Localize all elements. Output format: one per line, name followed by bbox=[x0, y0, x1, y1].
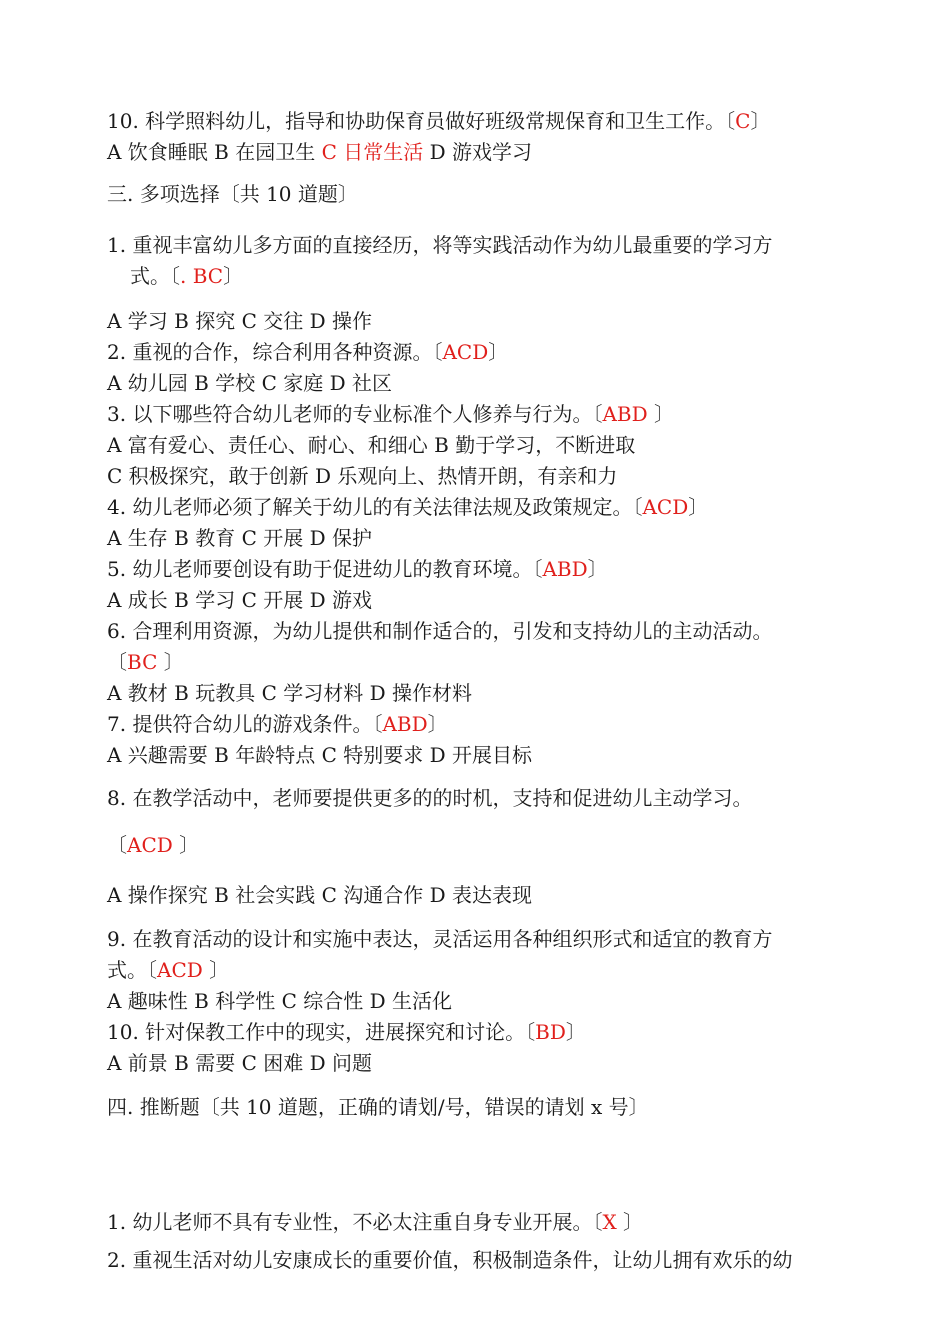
answer-mark: ABD bbox=[382, 712, 428, 736]
answer-option-highlight: C 日常生活 bbox=[321, 140, 424, 164]
mc-question-1-options: A 学习 B 探究 C 交往 D 操作 bbox=[107, 309, 372, 333]
answer-mark: X bbox=[602, 1210, 617, 1234]
answer-mark: ABD bbox=[542, 557, 588, 581]
answer-mark: BD bbox=[535, 1020, 566, 1044]
mc-question-1-stem: 1. 重视丰富幼儿多方面的直接经历，将等实践活动作为幼儿最重要的学习方 bbox=[107, 233, 773, 257]
mc-question-5-stem: 5. 幼儿老师要创设有助于促进幼儿的教育环境。〔ABD〕 bbox=[107, 557, 608, 581]
answer-mark: BC bbox=[127, 650, 158, 674]
mc-question-10-stem: 10. 针对保教工作中的现实，进展探究和讨论。〔BD〕 bbox=[107, 1020, 586, 1044]
mc-question-6-stem: 6. 合理利用资源，为幼儿提供和制作适合的，引发和支持幼儿的主动活动。 bbox=[107, 619, 773, 643]
mc-question-2-stem: 2. 重视的合作，综合利用各种资源。〔ACD〕 bbox=[107, 340, 509, 364]
mc-question-2-options: A 幼儿园 B 学校 C 家庭 D 社区 bbox=[107, 371, 392, 395]
answer-mark: ABD bbox=[602, 402, 648, 426]
mc-question-8-answer: 〔ACD 〕 bbox=[107, 833, 200, 857]
mc-question-7-options: A 兴趣需要 B 年龄特点 C 特别要求 D 开展目标 bbox=[107, 743, 532, 767]
mc-question-9-options: A 趣味性 B 科学性 C 综合性 D 生活化 bbox=[107, 989, 452, 1013]
mc-question-8-options: A 操作探究 B 社会实践 C 沟通合作 D 表达表现 bbox=[107, 883, 532, 907]
answer-mark: ACD bbox=[157, 958, 203, 982]
mc-question-9-stem: 9. 在教育活动的设计和实施中表达，灵活运用各种组织形式和适宜的教育方 bbox=[107, 927, 773, 951]
mc-question-5-options: A 成长 B 学习 C 开展 D 游戏 bbox=[107, 588, 372, 612]
mc-question-10-options: A 前景 B 需要 C 困难 D 问题 bbox=[107, 1051, 372, 1075]
mc-question-1-stem-cont: 式。〔. BC〕 bbox=[130, 264, 244, 288]
judgement-question-1: 1. 幼儿老师不具有专业性，不必太注重自身专业开展。〔X 〕 bbox=[107, 1210, 644, 1234]
mc-question-8-stem: 8. 在教学活动中，老师要提供更多的的时机，支持和促进幼儿主动学习。 bbox=[107, 786, 753, 810]
mc-question-4-stem: 4. 幼儿老师必须了解关于幼儿的有关法律法规及政策规定。〔ACD〕 bbox=[107, 495, 709, 519]
mc-question-3-options-1: A 富有爱心、责任心、耐心、和细心 B 勤于学习，不断进取 bbox=[107, 433, 636, 457]
answer-mark: ACD bbox=[442, 340, 489, 364]
mc-question-4-options: A 生存 B 教育 C 开展 D 保护 bbox=[107, 526, 372, 550]
section-heading-multiple-choice: 三. 多项选择〔共 10 道题〕 bbox=[107, 182, 358, 206]
answer-mark: ACD bbox=[642, 495, 689, 519]
question-10-options: A 饮食睡眠 B 在园卫生 C 日常生活 D 游戏学习 bbox=[107, 140, 532, 164]
mc-question-9-stem-cont: 式。〔ACD 〕 bbox=[107, 958, 230, 982]
answer-mark: C bbox=[735, 109, 751, 133]
mc-question-6-options: A 教材 B 玩教具 C 学习材料 D 操作材料 bbox=[107, 681, 472, 705]
mc-question-3-options-2: C 积极探究，敢于创新 D 乐观向上、热情开朗，有亲和力 bbox=[107, 464, 618, 488]
answer-mark: . BC bbox=[180, 264, 224, 288]
mc-question-3-stem: 3. 以下哪些符合幼儿老师的专业标准个人修养与行为。〔ABD 〕 bbox=[107, 402, 674, 426]
judgement-question-2: 2. 重视生活对幼儿安康成长的重要价值，积极制造条件，让幼儿拥有欢乐的幼 bbox=[107, 1248, 793, 1272]
answer-mark: ACD bbox=[127, 833, 173, 857]
mc-question-7-stem: 7. 提供符合幼儿的游戏条件。〔ABD〕 bbox=[107, 712, 448, 736]
mc-question-6-answer: 〔BC 〕 bbox=[107, 650, 184, 674]
question-10-single-choice: 10. 科学照料幼儿，指导和协助保育员做好班级常规保育和卫生工作。〔C〕 bbox=[107, 109, 771, 133]
section-heading-judgement: 四. 推断题〔共 10 道题，正确的请划/号，错误的请划 x 号〕 bbox=[107, 1095, 649, 1119]
